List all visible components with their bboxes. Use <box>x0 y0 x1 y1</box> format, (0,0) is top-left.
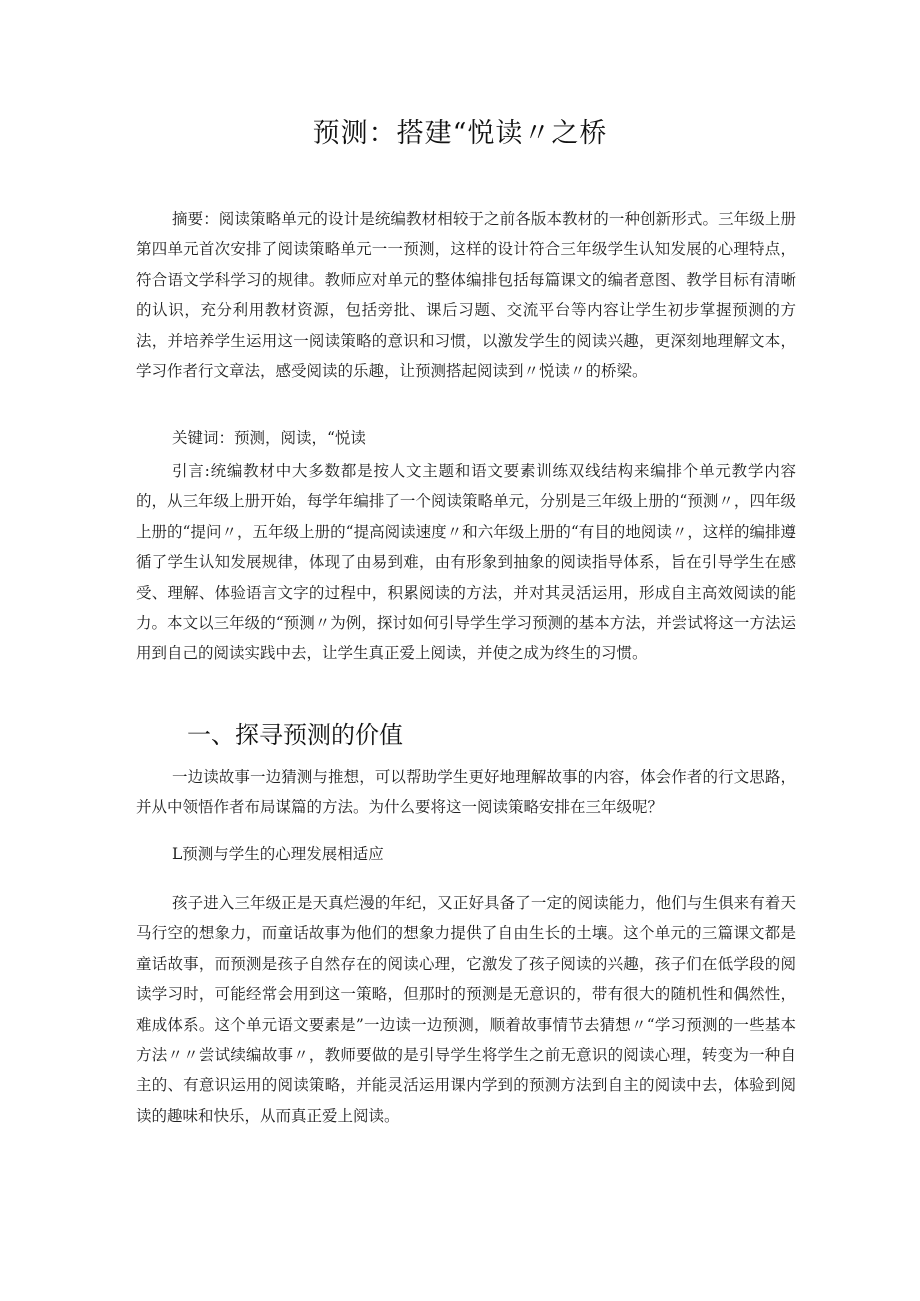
section-paragraph: 一边读故事一边猜测与推想，可以帮助学生更好地理解故事的内容，体会作者的行文思路，并从中领悟作者布局谋篇的方法。为什么要将这一阅读策略安排在三年级呢？ <box>136 768 796 817</box>
document-title: 预测：搭建“悦读〃之桥 <box>312 118 608 149</box>
section-heading: 一、探寻预测的价值 <box>187 721 403 749</box>
body-paragraph: 孩子进入三年级正是天真烂漫的年纪，又正好具备了一定的阅读能力，他们与生俱来有着天马行空的想象力，而童话故事为他们的想象力提供了自由生长的土壤。这个单元的三篇课文都是童话故事，而预测是孩子自然存在的阅读心理，它激发了孩子阅读的兴趣，孩子们在低学段的阅读学习时，可能经常会用到这一策略，但那时的预测是无意识的，带有很大的随机性和偶然性，难成体系。这个单元语文要素是”一边读一边预测，顺着故事情节去猜想〃“学习预测的一些基本方法〃〃尝试续编故事〃，教师要做的是引导学生将学生之前无意识的阅读心理，转变为一种自主的、有意识运用的阅读策略，并能灵活运用课内学到的预测方法到自主的阅读中去，体验到阅读的趣味和快乐，从而真正爱上阅读。 <box>136 894 796 1125</box>
subheading: L预测与学生的心理发展相适应 <box>172 845 384 863</box>
keywords-line: 关键词：预测，阅读，“悦读 <box>172 429 366 447</box>
abstract-paragraph: 摘要：阅读策略单元的设计是统编教材相较于之前各版本教材的一种创新形式。三年级上册第四单元首次安排了阅读策略单元一一预测，这样的设计符合三年级学生认知发展的心理特点，符合语文学科学习的规律。教师应对单元的整体编排包括每篇课文的编者意图、教学目标有清晰的认识，充分利用教材资源，包括旁批、课后习题、交流平台等内容让学生初步掌握预测的方法，并培养学生运用这一阅读策略的意识和习惯，以激发学生的阅读兴趣，更深刻地理解文本，学习作者行文章法，感受阅读的乐趣，让预测搭起阅读到〃悦读〃的桥梁。 <box>136 210 796 381</box>
intro-paragraph: 引言:统编教材中大多数都是按人文主题和语文要素训练双线结构来编排个单元教学内容的，从三年级上册开始，每学年编排了一个阅读策略单元，分别是三年级上册的“预测〃，四年级上册的“提问〃，五年级上册的“提高阅读速度〃和六年级上册的“有目的地阅读〃，这样的编排遵循了学生认知发展规律，体现了由易到难，由有形象到抽象的阅读指导体系，旨在引导学生在感受、理解、体验语言文字的过程中，积累阅读的方法，并对其灵活运用，形成自主高效阅读的能力。本文以三年级的“预测〃为例，探讨如何引导学生学习预测的基本方法，并尝试将这一方法运用到自己的阅读实践中去，让学生真正爱上阅读，并使之成为终生的习惯。 <box>136 462 796 663</box>
